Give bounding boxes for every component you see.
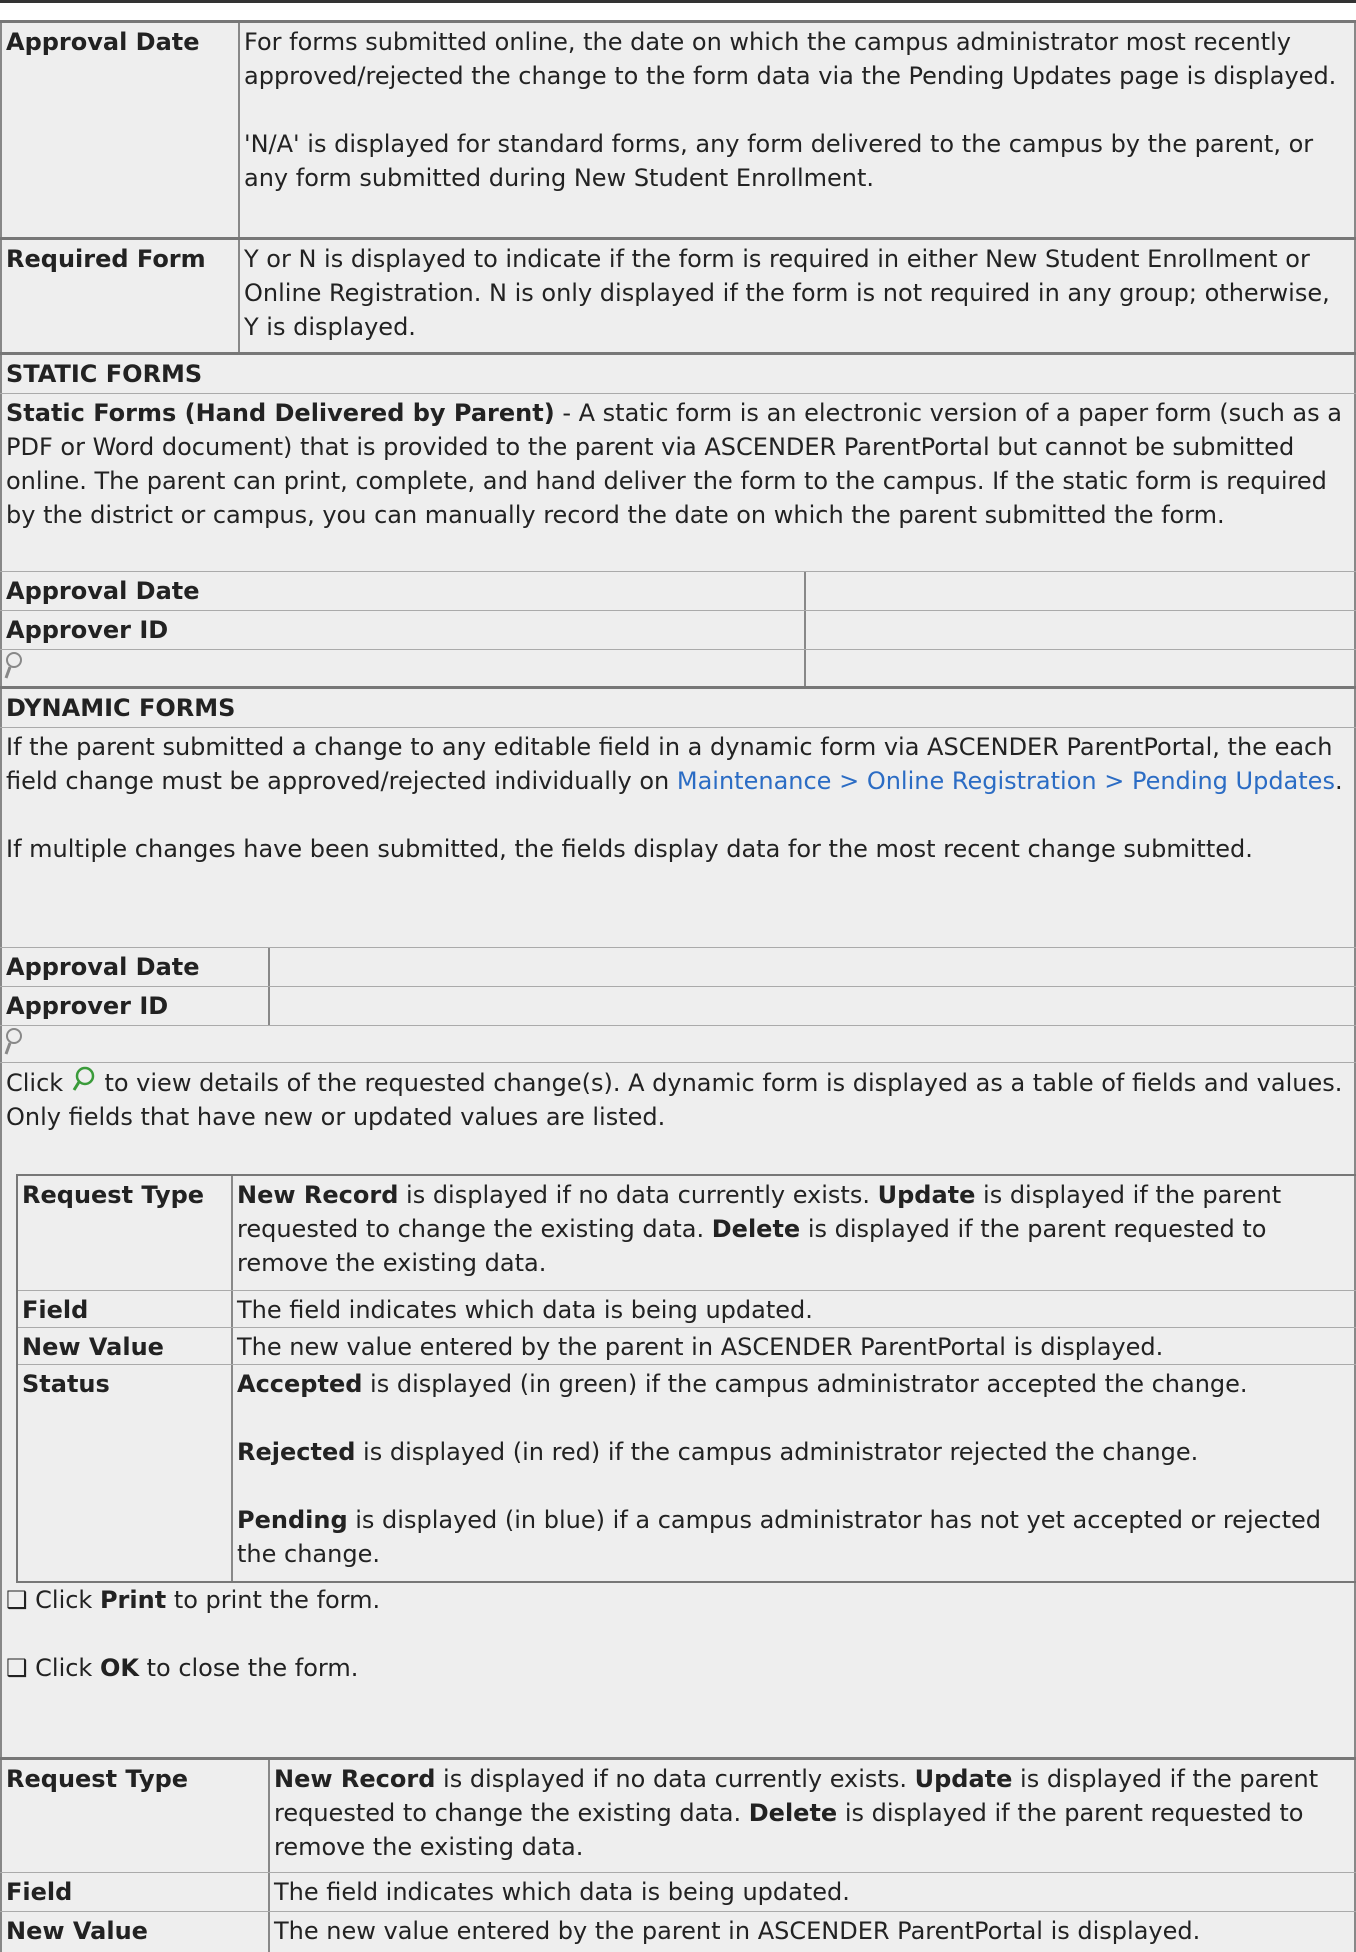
static-forms-intro: Static Forms (Hand Delivered by Parent) - A static form is an electronic version of a paper form (such as a PDF or Word document) that is provided to the parent via ASCENDER ParentPortal but cannot be submitted online. The parent can print, complete, and hand deliver the form to the campus. If the static form is required by the district or campus, you can manually record the date on which the parent submitted the form. [6, 399, 1342, 529]
dynamic-approver-id-value [268, 987, 1354, 1025]
dynamic-approver-id-label: Approver ID [6, 992, 169, 1020]
static-approver-id-value [804, 611, 1354, 649]
bottom-field-label: Field [6, 1878, 73, 1906]
field-label: Field [22, 1296, 89, 1324]
approval-date-label: Approval Date [6, 28, 200, 56]
request-type-description: New Record is displayed if no data currently exists. Update is displayed if the parent requested to change the existing data. Delete is displayed if the parent requested to remove the existing data. [231, 1176, 1356, 1290]
status-pending: Pending is displayed (in blue) if a campus administrator has not yet accepted or rejected the change. [237, 1506, 1321, 1568]
bottom-request-type-row [0, 1760, 1356, 1872]
dynamic-forms-note: If multiple changes have been submitted, the fields display data for the most recent change submitted. [6, 835, 1253, 863]
bottom-field-description: The field indicates which data is being updated. [268, 1873, 1354, 1911]
details-table [16, 1174, 1356, 1583]
bottom-new-value-label: New Value [6, 1917, 148, 1945]
approval-date-row [0, 23, 1356, 237]
required-form-row [0, 240, 1356, 352]
dynamic-forms-heading: DYNAMIC FORMS [6, 694, 236, 722]
static-approver-id-label: Approver ID [6, 616, 169, 644]
approval-date-na-note: 'N/A' is displayed for standard forms, any form delivered to the campus by the parent, or any form submitted during New Student Enrollment. [244, 130, 1314, 192]
details-explanation [0, 1063, 1356, 1757]
status-accepted: Accepted is displayed (in green) if the campus administrator accepted the change. [237, 1370, 1248, 1398]
bottom-new-value-description: The new value entered by the parent in ASCENDER ParentPortal is displayed. [268, 1912, 1354, 1952]
approval-date-description: For forms submitted online, the date on which the campus administrator most recently approved/rejected the change to the form data via the Pending Updates page is displayed. [244, 28, 1337, 90]
static-approval-date-value [804, 572, 1354, 610]
static-approval-date-label: Approval Date [6, 577, 200, 605]
view-details-instruction: Click to view details of the requested change(s). A dynamic form is displayed as a table of fields and values. Only fields that have new or updated values are listed. [6, 1065, 1350, 1134]
static-forms-heading: STATIC FORMS [6, 360, 203, 388]
search-icon[interactable] [71, 1065, 97, 1095]
magnifier-icon[interactable] [4, 650, 30, 680]
bottom-field-row [0, 1873, 1356, 1911]
required-form-description: Y or N is displayed to indicate if the form is required in either New Student Enrollment or Online Registration. N is only displayed if the form is not required in any group; otherwise, Y is displayed. [244, 245, 1330, 341]
field-reference-table [0, 20, 1356, 1952]
bottom-request-type-description: New Record is displayed if no data currently exists. Update is displayed if the parent requested to change the existing data. Delete is displayed if the parent requested to remove the existing data. [268, 1760, 1354, 1872]
new-value-description: The new value entered by the parent in ASCENDER ParentPortal is displayed. [231, 1328, 1356, 1364]
required-form-label: Required Form [6, 245, 206, 273]
dynamic-approval-date-label: Approval Date [6, 953, 200, 981]
field-description: The field indicates which data is being updated. [231, 1291, 1356, 1327]
pending-updates-link[interactable]: Maintenance > Online Registration > Pending Updates [676, 767, 1335, 795]
request-type-label: Request Type [22, 1181, 205, 1209]
print-step: ❑ Click Print to print the form. [6, 1586, 381, 1614]
new-value-label: New Value [22, 1333, 164, 1361]
status-label: Status [22, 1370, 110, 1398]
top-rule [0, 0, 1356, 3]
checkbox-icon[interactable]: ❑ [6, 1586, 28, 1614]
dynamic-forms-intro: If the parent submitted a change to any editable field in a dynamic form via ASCENDER ParentPortal, the each field change must be approved/rejected individually on Maintenance > Online Registration > Pending Updates. [6, 733, 1343, 795]
status-description [231, 1365, 1356, 1581]
ok-step: ❑ Click OK to close the form. [6, 1654, 359, 1682]
bottom-request-type-label: Request Type [6, 1765, 189, 1793]
status-rejected: Rejected is displayed (in red) if the campus administrator rejected the change. [237, 1438, 1199, 1466]
checkbox-icon[interactable]: ❑ [6, 1654, 28, 1682]
dynamic-approval-date-value [268, 948, 1354, 986]
magnifier-icon[interactable] [4, 1026, 30, 1056]
bottom-new-value-row [0, 1912, 1356, 1952]
